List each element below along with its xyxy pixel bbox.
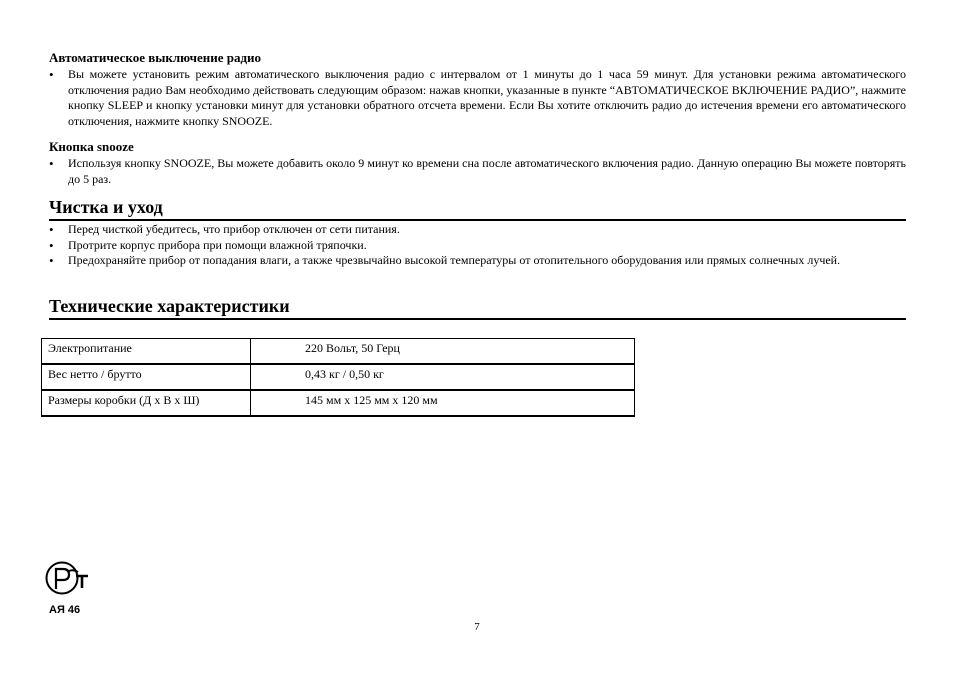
list-item: • Используя кнопку SNOOZE, Вы можете добавить около 9 минут ко времени сна после автоматического включения радио. Данную операцию Вы можете повторять до 5 раз. (49, 156, 906, 187)
care-list (49, 222, 906, 269)
auto-off-list (49, 67, 906, 129)
specs-section-title: Технические характеристики (49, 296, 906, 320)
specs-table (41, 338, 635, 417)
spec-value: 0,43 кг / 0,50 кг (251, 364, 635, 390)
spec-value: 145 мм х 125 мм х 120 мм (251, 390, 635, 416)
table-row (42, 390, 635, 416)
list-item: • Вы можете установить режим автоматического выключения радио с интервалом от 1 минуты до 1 часа 59 минут. Для установки режима автоматического отключения радио Вам необходимо действовать следующим образом: нажав кнопки, указанные в пункте “АВТОМАТИЧЕСКОЕ ВКЛЮЧЕНИЕ РАДИО”, нажмите кнопку SLEEP и кнопку установки минут для установки обратного отсчета времени. Если Вы хотите отключить радио до истечения времени его автоматического отключения, нажмите кнопку SNOOZE. (49, 67, 906, 129)
table-row (42, 364, 635, 390)
list-item: • Предохраняйте прибор от попадания влаги, а также чрезвычайно высокой температуры от отопительного оборудования или прямых солнечных лучей. (49, 253, 906, 269)
spec-label: Вес нетто / брутто (42, 364, 251, 390)
snooze-heading: Кнопка snooze (49, 139, 134, 154)
table-row (42, 339, 635, 365)
snooze-list (49, 156, 906, 187)
rst-certification-logo (45, 558, 91, 598)
spec-value: 220 Вольт, 50 Герц (251, 339, 635, 365)
auto-off-heading: Автоматическое выключение радио (49, 50, 262, 65)
spec-label: Размеры коробки (Д х В х Ш) (42, 390, 251, 416)
certification-code: АЯ 46 (49, 604, 81, 616)
spec-label: Электропитание (42, 339, 251, 365)
care-section-title: Чистка и уход (49, 197, 906, 221)
list-item: • Перед чисткой убедитесь, что прибор отключен от сети питания. (49, 222, 906, 238)
page-number: 7 (474, 621, 480, 633)
list-item: • Протрите корпус прибора при помощи влажной тряпочки. (49, 238, 906, 254)
